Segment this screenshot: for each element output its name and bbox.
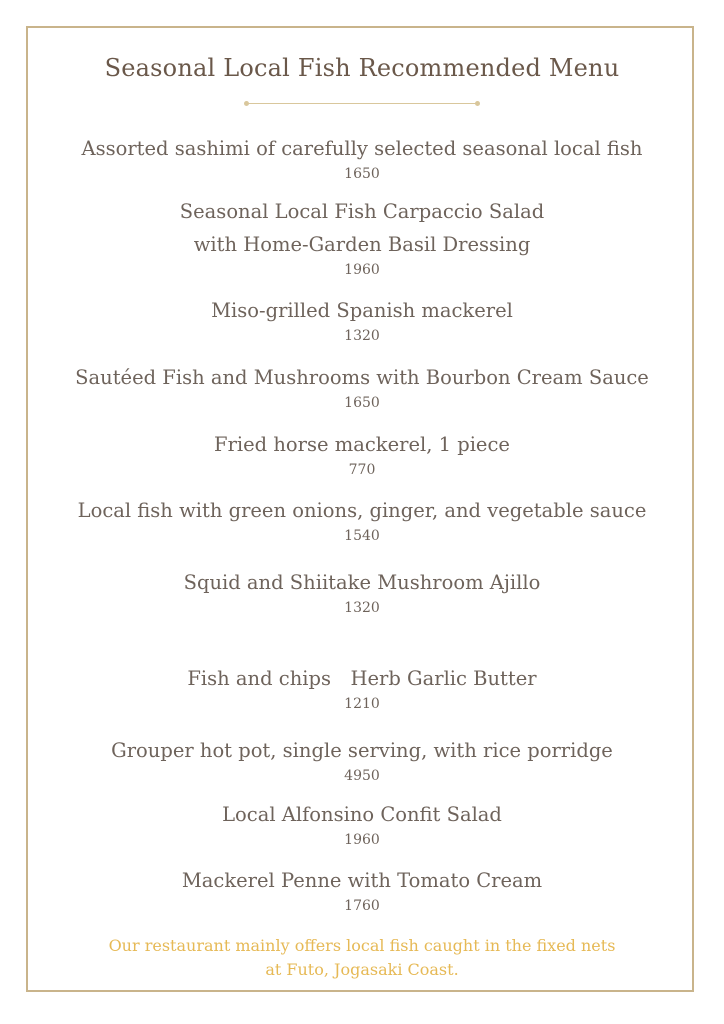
menu-item <box>30 566 694 617</box>
menu-item <box>30 864 694 915</box>
menu-title: Seasonal Local Fish Recommended Menu <box>104 54 620 82</box>
menu-item-name: Fried horse mackerel, 1 piece <box>214 433 510 456</box>
menu-item-price: 1960 <box>344 262 380 278</box>
menu-item <box>30 428 694 479</box>
menu-item <box>30 195 694 279</box>
menu-item-price: 1540 <box>344 528 380 544</box>
menu-item-name-line-2: with Home-Garden Basil Dressing <box>193 233 531 256</box>
ornament-line <box>248 103 476 104</box>
menu-item <box>30 662 694 713</box>
footer-note-line-1: Our restaurant mainly offers local fish caught in the fixed nets <box>108 936 616 955</box>
menu-item-price: 1320 <box>344 328 380 344</box>
menu-item <box>30 798 694 849</box>
menu-item-price: 1960 <box>344 832 380 848</box>
footer-note-line-2: at Futo, Jogasaki Coast. <box>265 960 459 979</box>
menu-item-price: 770 <box>348 462 376 478</box>
menu-item-name: Miso-grilled Spanish mackerel <box>211 299 513 322</box>
menu-item-name: Fish and chips Herb Garlic Butter <box>187 667 537 690</box>
menu-item <box>30 734 694 785</box>
menu-item <box>30 132 694 183</box>
menu-item-name: Sautéed Fish and Mushrooms with Bourbon Cream Sauce <box>75 366 649 389</box>
menu-item-name: Mackerel Penne with Tomato Cream <box>181 869 543 892</box>
menu-item <box>30 494 694 545</box>
footer-note <box>0 934 724 982</box>
title-divider-ornament <box>244 101 480 107</box>
menu-item-name: Squid and Shiitake Mushroom Ajillo <box>183 571 541 594</box>
menu-item-name: Local fish with green onions, ginger, and vegetable sauce <box>77 499 647 522</box>
menu-item-name: Grouper hot pot, single serving, with rice porridge <box>111 739 613 762</box>
menu-item-price: 1320 <box>344 600 380 616</box>
ornament-dot-right <box>475 101 480 106</box>
menu-item-price: 1210 <box>344 696 380 712</box>
menu-item-price: 1650 <box>344 166 380 182</box>
menu-item <box>30 361 694 412</box>
menu-item-name: Seasonal Local Fish Carpaccio Salad <box>179 200 545 223</box>
menu-item-name: Local Alfonsino Confit Salad <box>222 803 502 826</box>
menu-item <box>30 294 694 345</box>
menu-item-price: 4950 <box>344 768 380 784</box>
menu-item-price: 1760 <box>344 898 380 914</box>
menu-item-price: 1650 <box>344 395 380 411</box>
menu-item-name: Assorted sashimi of carefully selected seasonal local fish <box>81 137 643 160</box>
